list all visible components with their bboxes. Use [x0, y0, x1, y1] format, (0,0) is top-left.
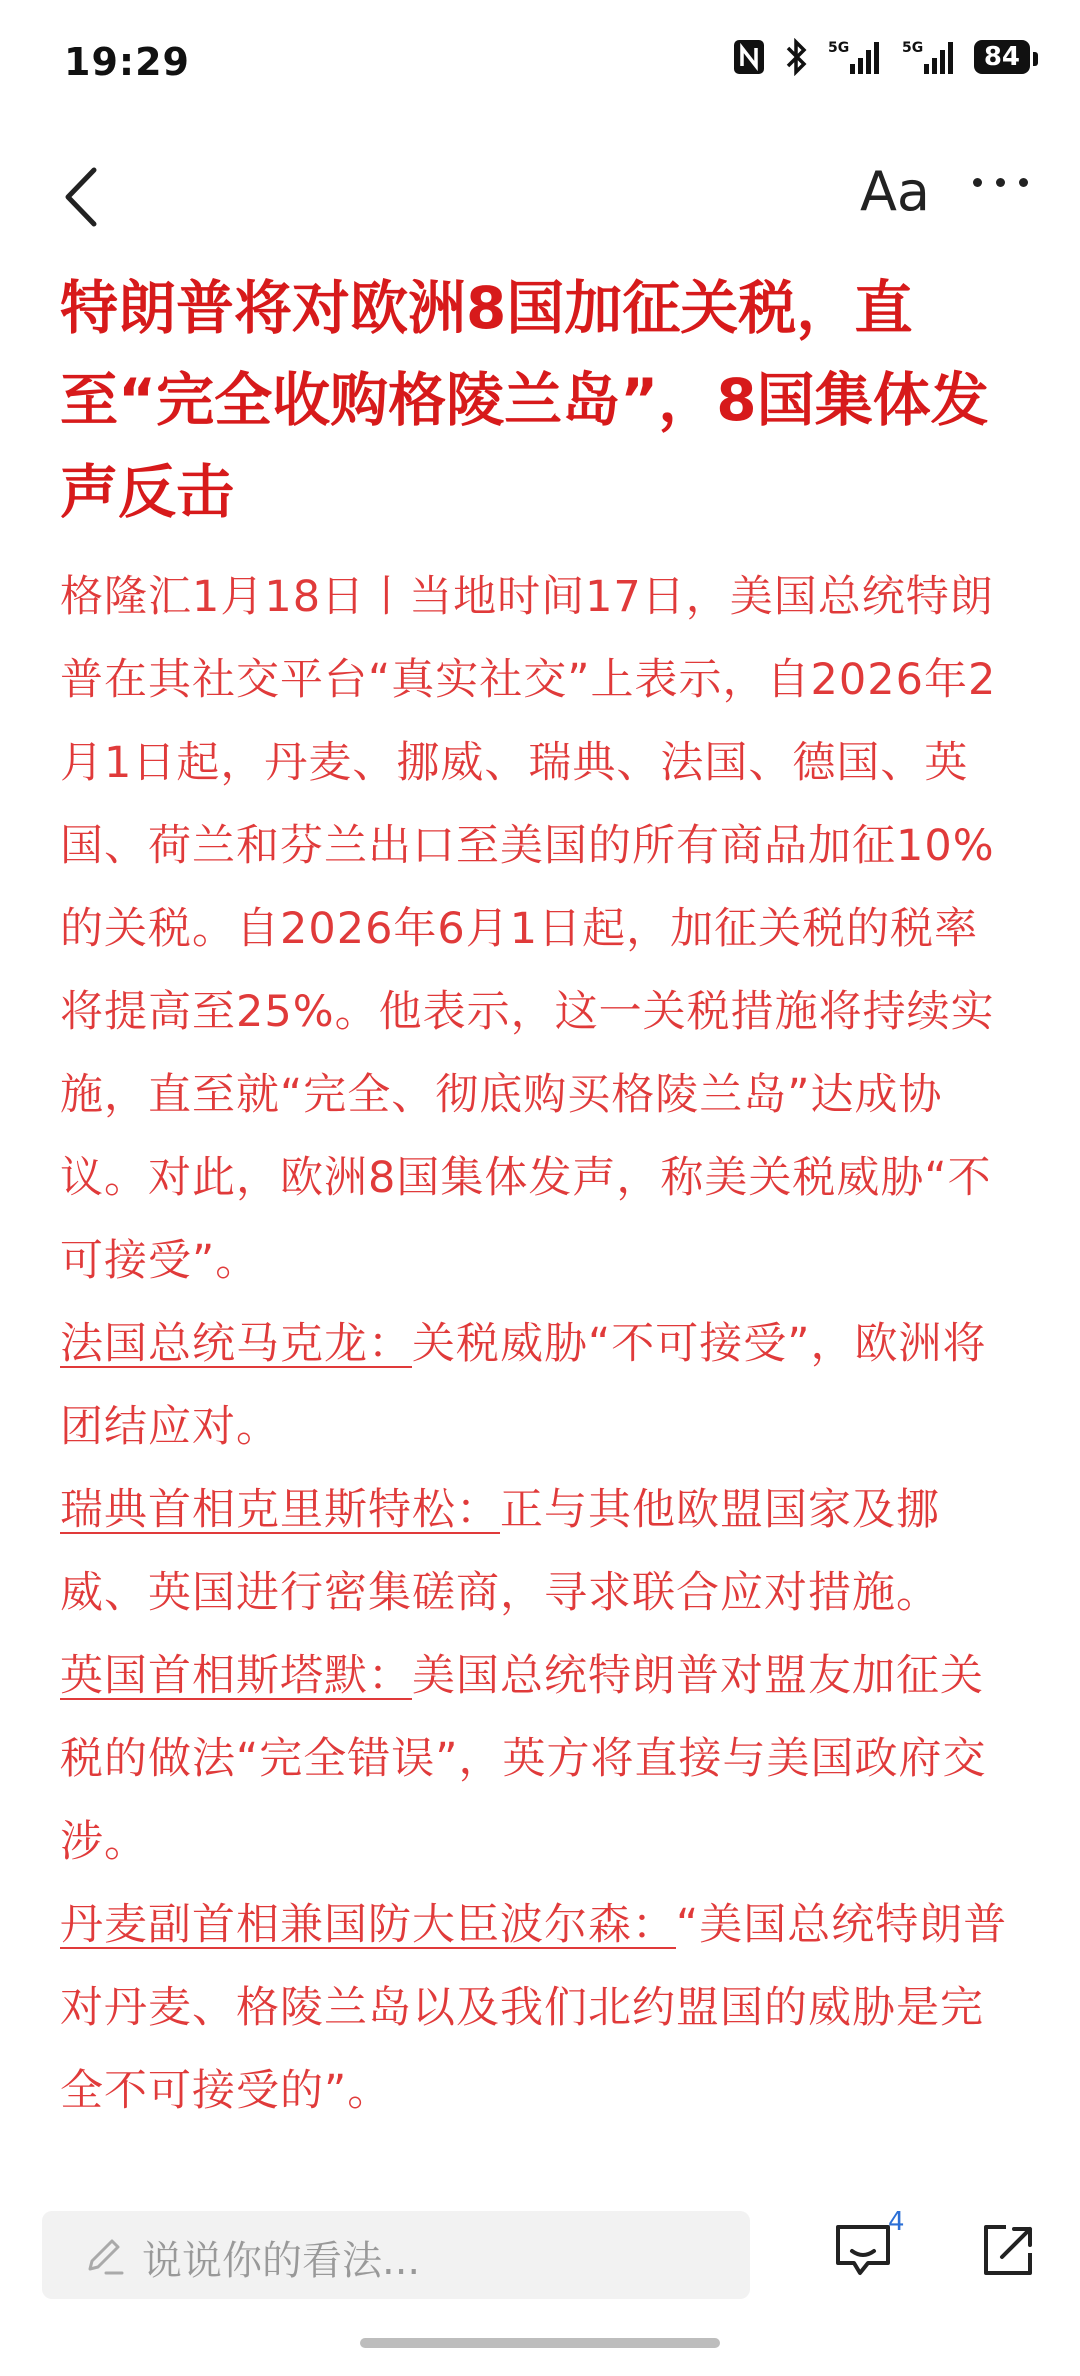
comment-input[interactable]: [42, 2211, 750, 2299]
comment-icon: [832, 2221, 894, 2281]
signal-5g-icon: [826, 38, 882, 76]
status-time: 19:29: [64, 40, 190, 84]
dot-icon: [973, 178, 982, 187]
speaker-link[interactable]: 丹麦副首相兼国防大臣波尔森：: [60, 1900, 676, 1950]
speaker-link[interactable]: 英国首相斯塔默：: [60, 1651, 412, 1701]
statement-3: [60, 1635, 1020, 1884]
nfc-icon: [732, 38, 766, 76]
more-options-button[interactable]: [973, 178, 1028, 187]
share-button[interactable]: [978, 2221, 1038, 2285]
comment-count-badge: 4: [888, 2207, 905, 2237]
top-nav: [0, 150, 1080, 240]
statement-text: 关税威胁“不可接受”，欧洲将团结应对。: [60, 1319, 987, 1452]
statement-1: [60, 1303, 1020, 1469]
dot-icon: [996, 178, 1005, 187]
statement-text: 正与其他欧盟国家及挪威、英国进行密集磋商，寻求联合应对措施。: [60, 1485, 940, 1618]
comments-button[interactable]: [832, 2221, 894, 2285]
bluetooth-icon: [784, 38, 808, 76]
chevron-left-icon: [58, 162, 108, 232]
back-button[interactable]: [58, 162, 118, 232]
article-intro: 格隆汇1月18日丨当地时间17日，美国总统特朗普在其社交平台“真实社交”上表示，自2026年2月1日起，丹麦、挪威、瑞典、法国、德国、英国、荷兰和芬兰出口至美国的所有商品加征10%的关税。自2026年6月1日起，加征关税的税率将提高至25%。他表示，这一关税措施将持续实施，直至就“完全、彻底购买格陵兰岛”达成协议。对此，欧洲8国集体发声，称美关税威胁“不可接受”。: [60, 572, 997, 1286]
statement-4: [60, 1884, 1020, 2133]
statement-2: [60, 1469, 1020, 1635]
svg-text:5G: 5G: [827, 40, 850, 56]
status-icons: [732, 38, 1030, 76]
statement-text: “美国总统特朗普对丹麦、格陵兰岛以及我们北约盟国的威胁是完全不可接受的”。: [60, 1900, 1008, 2116]
home-indicator[interactable]: [360, 2338, 720, 2348]
status-bar: [0, 0, 1080, 120]
share-icon: [978, 2221, 1038, 2281]
dot-icon: [1019, 178, 1028, 187]
comment-placeholder: 说说你的看法...: [142, 2238, 421, 2284]
speaker-link[interactable]: 法国总统马克龙：: [60, 1319, 412, 1369]
svg-text:5G: 5G: [901, 40, 924, 56]
bottom-bar: [0, 2195, 1080, 2295]
signal-5g-icon-2: [900, 38, 956, 76]
article-content: [60, 262, 1020, 2133]
battery-indicator: 84: [974, 40, 1030, 74]
statement-text: 美国总统特朗普对盟友加征关税的做法“完全错误”，英方将直接与美国政府交涉。: [60, 1651, 987, 1867]
article-title: 特朗普将对欧洲8国加征关税，直至“完全收购格陵兰岛”，8国集体发声反击: [60, 274, 989, 526]
font-size-button[interactable]: Aa: [859, 160, 930, 223]
speaker-link[interactable]: 瑞典首相克里斯特松：: [60, 1485, 500, 1535]
pen-icon: [82, 2233, 126, 2281]
